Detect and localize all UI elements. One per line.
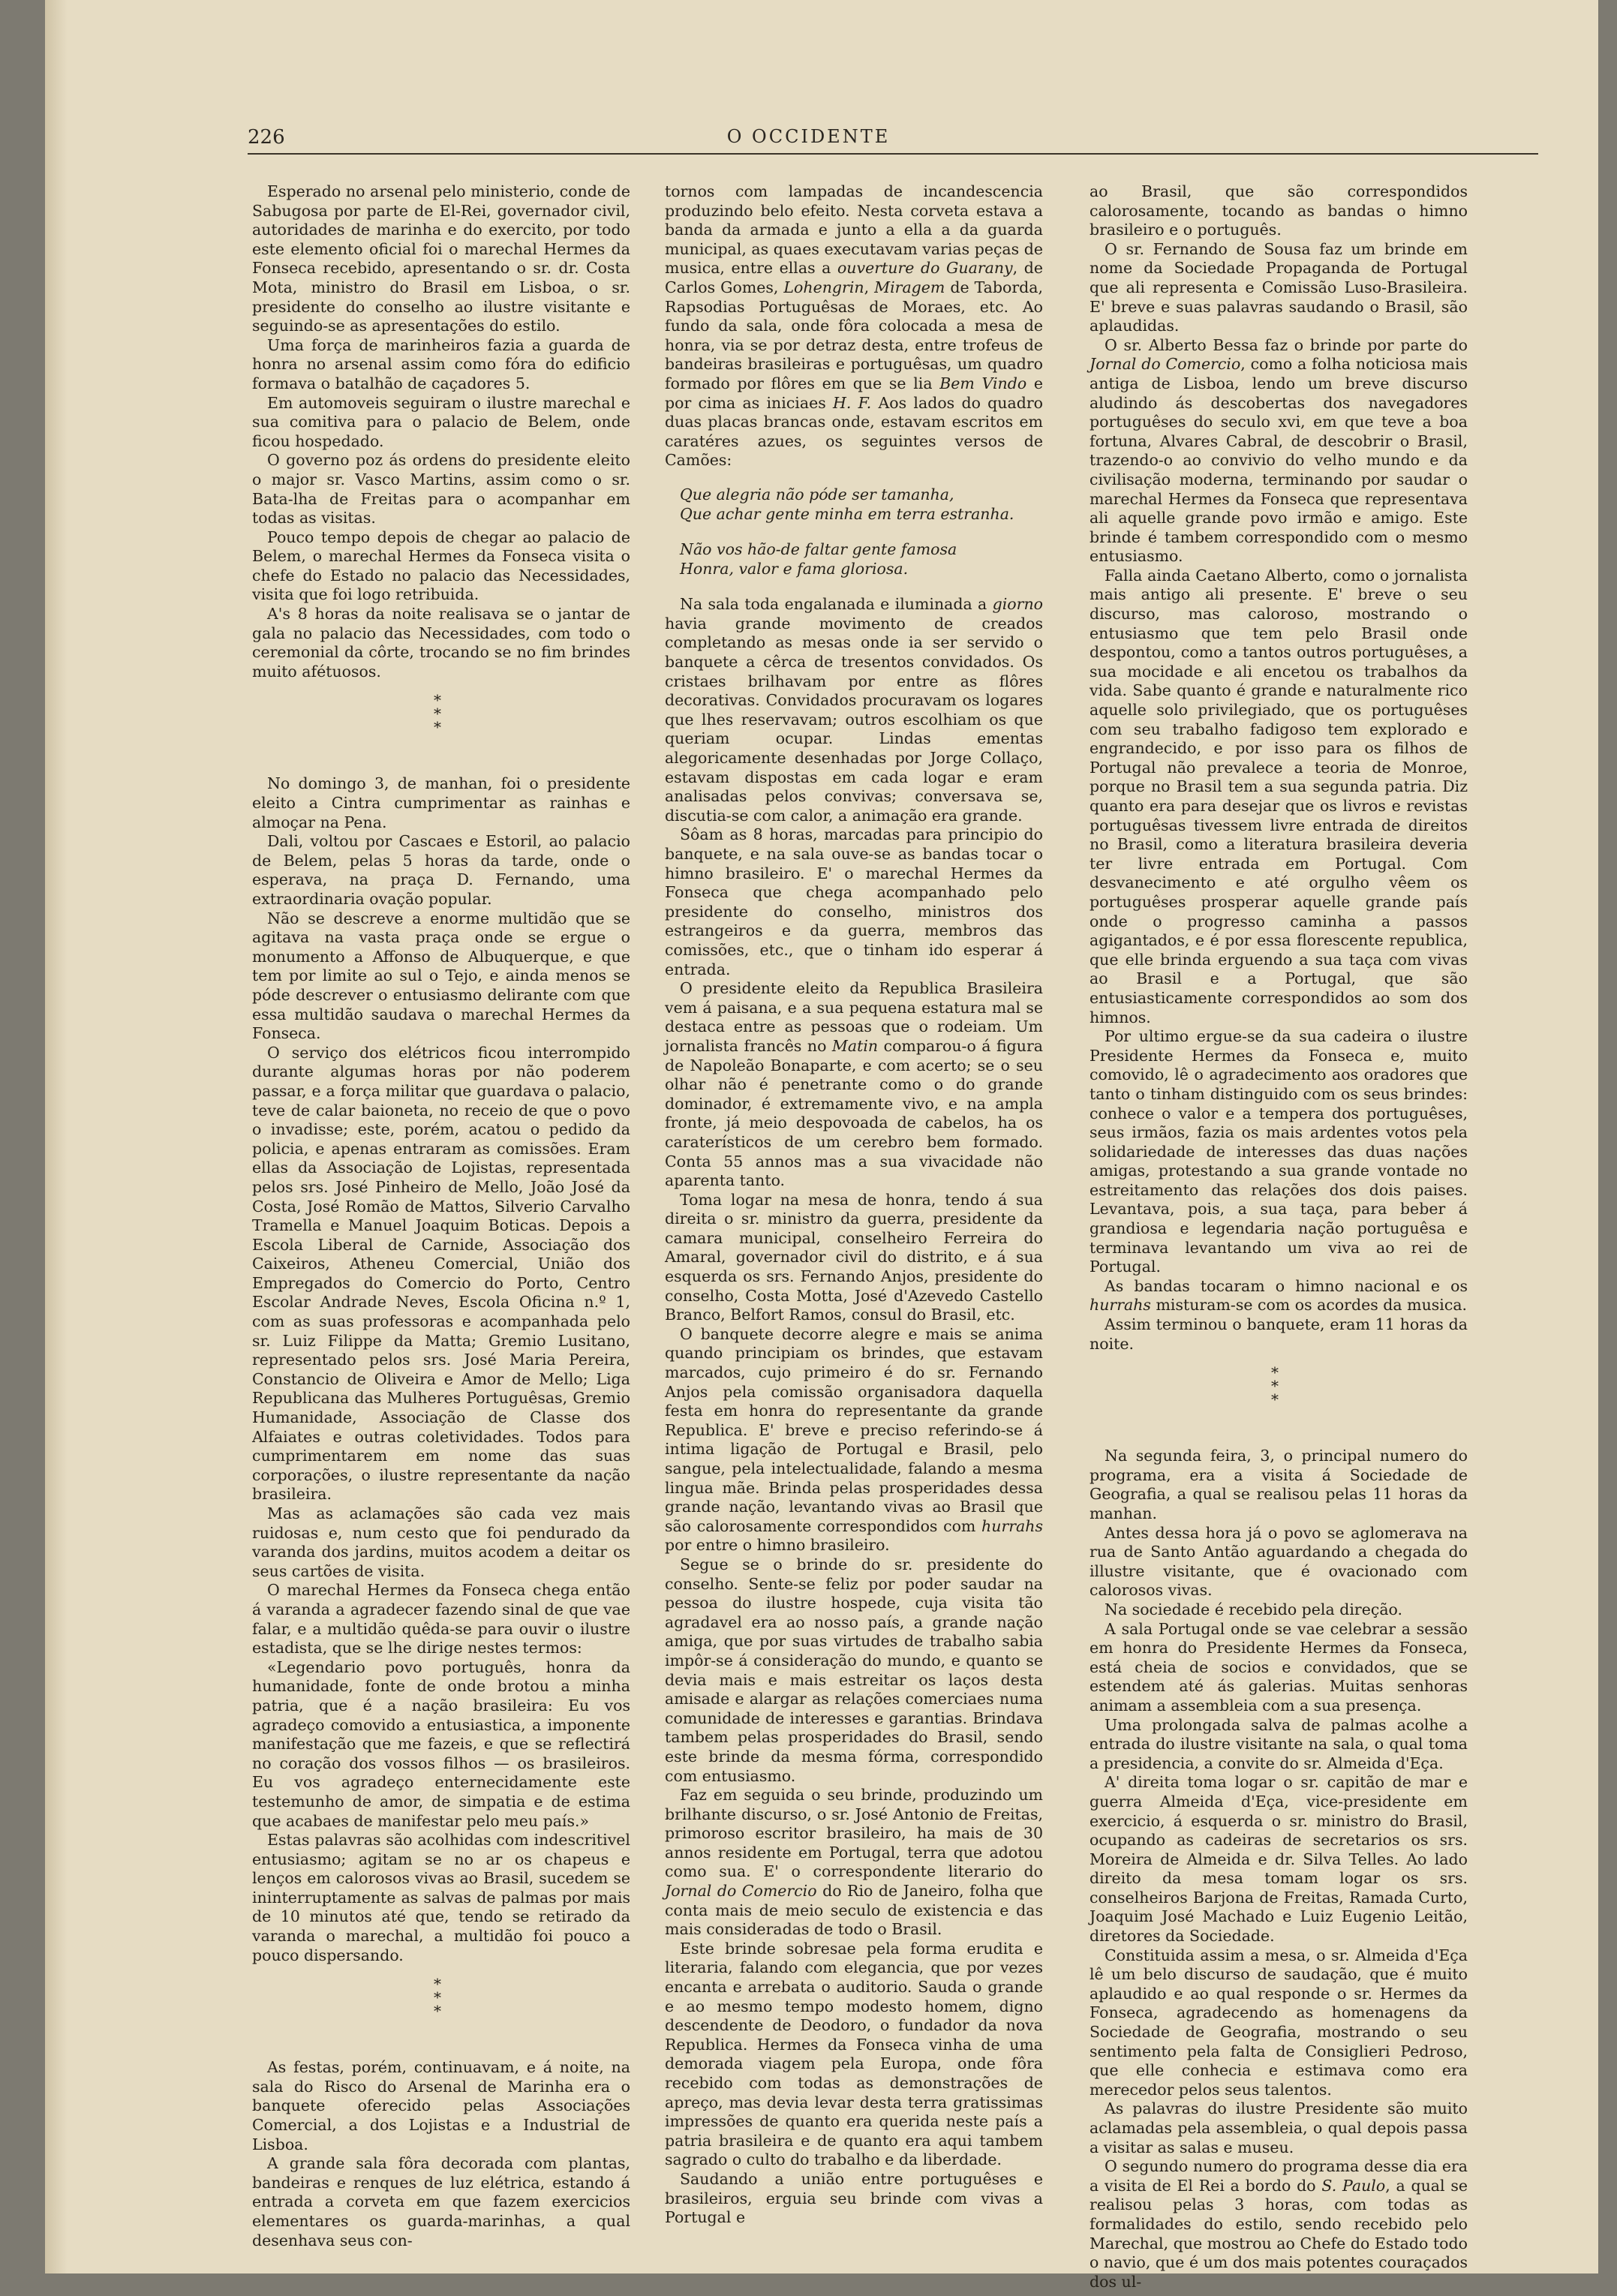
paragraph: A grande sala fôra decorada com plantas, bandeiras e renques de luz elétrica, estando á entrada a corveta em que fazem exercicios elementares os guarda-marinhas, a qual desenhava seus con-	[252, 2154, 630, 2249]
paragraph: No domingo 3, de manhan, foi o presidente eleito a Cintra cumprimentar as rainhas e almoçar na Pena.	[252, 774, 630, 831]
verse-stanza	[680, 485, 1043, 524]
paragraph: Toma logar na mesa de honra, tendo á sua direita o sr. ministro da guerra, presidente da camara municipal, conselheiro Ferreira do Amaral, governador civil do distrito, e á sua esquerda os srs. Fernando Anjos, presidente do conselho, Costa Motta, José d'Azevedo Castello Branco, Belfort Ramos, consul do Brasil, etc.	[665, 1190, 1043, 1324]
paragraph: O segundo numero do programa desse dia era a visita de El Rei a bordo do S. Paulo, a qual se realisou pelas 3 horas, com todas as formalidades do estilo, sendo recebido pelo Marechal, que mostrou ao Chefe do Estado todo o navio, que é um dos mais potentes couraçados dos ul-	[1090, 2157, 1468, 2291]
article-column-2	[665, 182, 1043, 2228]
verse-line: Que alegria não póde ser tamanha,	[680, 485, 954, 503]
paragraph: Uma prolongada salva de palmas acolhe a entrada do ilustre visitante na sala, o qual toma a presidencia, a convite do sr. Almeida d'Eça.	[1090, 1715, 1468, 1772]
page-number: 226	[248, 126, 285, 149]
paragraph: Antes dessa hora já o povo se aglomerava na rua de Santo Antão aguardando a chegada do illustre visitante, que é ovacionado com calorosos vivas.	[1090, 1523, 1468, 1600]
running-head-title: O OCCIDENTE	[726, 126, 891, 147]
paragraph: Segue se o brinde do sr. presidente do conselho. Sente-se feliz por poder saudar na pessoa do ilustre hospede, cuja visita tão agradavel era ao nosso país, a grande nação amiga, que por suas virtudes de trabalho sabia impôr-se á consideração do mundo, e quanto se devia mais e mais estreitar os laços desta amisade e alargar as relações comerciaes numa comunidade de interesses e garantias. Brindava tambem pelas prosperidades do Brasil, sendo este brinde da mesma fórma, correspondido com entusiasmo.	[665, 1555, 1043, 1785]
section-asterism: * * *	[434, 1975, 449, 2021]
verse-line: Honra, valor e fama gloriosa.	[680, 559, 909, 578]
paragraph: A sala Portugal onde se vae celebrar a sessão em honra do Presidente Hermes da Fonseca, está cheia de socios e convidados, que se estendem até ás galerias. Muitas senhoras animam a assembleia com a sua presença.	[1090, 1619, 1468, 1714]
paragraph: O governo poz ás ordens do presidente eleito o major sr. Vasco Martins, assim como o sr. Bata-lha de Freitas para o acompanhar em todas as visitas.	[252, 451, 630, 527]
article-column-3	[1090, 182, 1468, 2291]
paragraph: Dali, voltou por Cascaes e Estoril, ao palacio de Belem, pelas 5 horas da tarde, onde o esperava, na praça D. Fernando, uma extraordinaria ovação popular.	[252, 832, 630, 908]
paragraph: Saudando a união entre portuguêses e brasileiros, erguia seu brinde com vivas a Portugal e	[665, 2169, 1043, 2227]
paragraph: tornos com lampadas de incandescencia produzindo belo efeito. Nesta corveta estava a banda da armada e junto a ella a da guarda municipal, as quaes executavam varias peças de musica, entre ellas a ouverture do Guarany, de Carlos Gomes, Lohengrin, Miragem de Taborda, Rapsodias Portuguêsas de Moraes, etc. Ao fundo da sala, onde fôra colocada a mesa de honra, via se por detraz desta, entre trofeus de bandeiras brasileiras e portuguêsas, um quadro formado por flôres em que se lia Bem Vindo e por cima as iniciaes H. F. Aos lados do quadro duas placas brancas onde, estavam escritos em caratéres azues, os seguintes versos de Camões:	[665, 182, 1043, 470]
article-column-1	[252, 182, 630, 2250]
paragraph: Na segunda feira, 3, o principal numero do programa, era a visita á Sociedade de Geografia, a qual se realisou pelas 11 horas da manhan.	[1090, 1447, 1468, 1522]
paragraph: Este brinde sobresae pela forma erudita e literaria, falando com elegancia, que por vezes encanta e arrebata o auditorio. Sauda o grande e ao mesmo tempo modesto homem, digno descendente de Deodoro, o fundador da nova Republica. Hermes da Fonseca vinha de uma demorada viagem pela Europa, onde fôra recebido com todas as demonstrações de apreço, mas devia levar desta terra gratissimas impressões de quanto era querida neste país a patria brasileira e de quanto era aqui tambem sagrado o culto do trabalho e da liberdade.	[665, 1939, 1043, 2169]
paragraph: Falla ainda Caetano Alberto, como o jornalista mais antigo ali presente. E' breve o seu discurso, mas caloroso, mostrando o entusiasmo que tem pelo Brasil onde despontou, como a tantos outros portuguêses, a sua mocidade e ali encetou os trabalhos da vida. Sabe quanto é grande e naturalmente rico aquelle solo privilegiado, que os portuguêses com seu trabalho fadigoso tem explorado e engrandecido, e por isso para os filhos de Portugal não prevalece a teoria de Monroe, porque no Brasil tem a sua segunda patria. Diz quanto era para desejar que os livros e revistas portuguêsas tivessem livre entrada de direitos no Brasil, como a literatura brasileira deveria ter livre entrada em Portugal. Com desvanecimento e até orgulho vêem os portuguêses prosperar aquelle grande país onde o progresso caminha a passos agigantados, e é por essa florescente republica, que elle brinda erguendo a sua taça com vivas ao Brasil e a Portugal, que são entusiasticamente correspondidos ao som dos himnos.	[1090, 566, 1468, 1026]
paragraph: O marechal Hermes da Fonseca chega então á varanda a agradecer fazendo sinal de que vae falar, e a multidão quêda-se para ouvir o ilustre estadista, que se lhe dirige nestes termos:	[252, 1581, 630, 1657]
verse-stanza	[680, 540, 1043, 579]
paragraph: Por ultimo ergue-se da sua cadeira o ilustre Presidente Hermes da Fonseca e, muito comovido, lê o agradecimento aos oradores que tanto o tinham distinguido com os seus brindes: conhece o valor e a tempera dos portuguêses, seus irmãos, fazia os mais ardentes votos pela solidariedade de interesses das duas nações amigas, protestando a sua grande vontade no estreitamento das relações dos dois paises. Levantava, pois, a sua taça, para beber á grandiosa e legendaria nação portuguêsa e terminava levantando um viva ao rei de Portugal.	[1090, 1027, 1468, 1276]
camoes-verse	[680, 485, 1043, 579]
section-asterism: * * *	[1271, 1363, 1286, 1409]
paragraph: As palavras do ilustre Presidente são muito aclamadas pela assembleia, o qual depois passa a visitar as salas e museu.	[1090, 2099, 1468, 2156]
paragraph: O banquete decorre alegre e mais se anima quando principiam os brindes, que estavam marcados, cujo primeiro é do sr. Fernando Anjos pela comissão organisadora daquella festa em honra do representante da grande Republica. E' breve e preciso referindo-se á intima ligação de Portugal e Brasil, pelo sangue, pela intelectualidade, falando a mesma lingua mãe. Brinda pelas prosperidades dessa grande nação, levantando vivas ao Brasil que são calorosamente correspondidos com hurrahs por entre o himno brasileiro.	[665, 1324, 1043, 1555]
paragraph: Não se descreve a enorme multidão que se agitava na vasta praça onde se ergue o monumento a Affonso de Albuquerque, e que tem por limite ao sul o Tejo, e ainda menos se póde descrever o entusiasmo delirante com que essa multidão saudava o marechal Hermes da Fonseca.	[252, 909, 630, 1043]
paragraph: Uma força de marinheiros fazia a guarda de honra no arsenal assim como fóra do edificio formava o batalhão de caçadores 5.	[252, 335, 630, 392]
paragraph: Esperado no arsenal pelo ministerio, conde de Sabugosa por parte de El-Rei, governador civil, autoridades de marinha e do exercito, por todo este elemento oficial foi o marechal Hermes da Fonseca recebido, apresentando o sr. dr. Costa Mota, ministro do Brasil em Lisboa, o sr. presidente do conselho ao ilustre visitante e seguindo-se as apresentações do estilo.	[252, 182, 630, 335]
paragraph: Assim terminou o banquete, eram 11 horas da noite.	[1090, 1315, 1468, 1353]
paragraph: Em automoveis seguiram o ilustre marechal e sua comitiva para o palacio de Belem, onde ficou hospedado.	[252, 393, 630, 450]
paragraph: Na sala toda engalanada e iluminada a giorno havia grande movimento de creados completando as mesas onde ia ser servido o banquete a cêrca de tresentos convidados. Os cristaes brilhavam por entre as flôres decorativas. Convidados procuravam os logares que lhes reservavam; outros escolhiam os que queriam ocupar. Lindas ementas alegoricamente desenhadas por Jorge Collaço, estavam dispostas em cada logar e eram analisadas pelos convivas; conversava se, discutia-se com calor, a animação era grande.	[665, 595, 1043, 825]
paragraph: A' direita toma logar o sr. capitão de mar e guerra Almeida d'Eça, vice-presidente em exercicio, á esquerda o sr. ministro do Brasil, ocupando as cadeiras de secretarios os srs. Moreira de Almeida e dr. Silva Telles. Ao lado direito da mesa tomam logar os srs. conselheiros Barjona de Freitas, Ramada Curto, Joaquim José Machado e Luiz Eugenio Leitão, diretores da Sociedade.	[1090, 1773, 1468, 1946]
paragraph: Constituida assim a mesa, o sr. Almeida d'Eça lê um belo discurso de saudação, que é muito aplaudido e ao qual responde o sr. Hermes da Fonseca, agradecendo as homenagens da Sociedade de Geografia, mostrando o seu sentimento pela falta de Consiglieri Pedroso, que elle conhecia e estimava como era merecedor pelos seus talentos.	[1090, 1946, 1468, 2099]
section-asterism: * * *	[434, 691, 449, 737]
paragraph: Mas as aclamações são cada vez mais ruidosas e, num cesto que foi pendurado da varanda dos jardins, muitos acodem a deitar os seus cartões de visita.	[252, 1504, 630, 1580]
paragraph: O presidente eleito da Republica Brasileira vem á paisana, e a sua pequena estatura mal se destaca entre as pessoas que o rodeiam. Um jornalista francês no Matin comparou-o á figura de Napoleão Bonaparte, e com acerto; se o seu olhar não é penetrante como o do grande dominador, é extremamente vivo, e na ampla fronte, já meio despovoada de cabelos, ha os caraterísticos de um cerebro bem formado. Conta 55 annos mas a sua vivacidade não aparenta tanto.	[665, 979, 1043, 1190]
verse-line: Não vos hão-de faltar gente famosa	[680, 540, 957, 559]
paragraph: A's 8 horas da noite realisava se o jantar de gala no palacio das Necessidades, com todo o ceremonial da côrte, trocando se no fim brindes muito afétuosos.	[252, 605, 630, 681]
paragraph: Na sociedade é recebido pela direção.	[1105, 1600, 1403, 1618]
paragraph: Faz em seguida o seu brinde, produzindo um brilhante discurso, o sr. José Antonio de Freitas, primoroso escritor brasileiro, ha mais de 30 annos residente em Portugal, terra que adotou como sua. E' o correspondente literario do Jornal do Comercio do Rio de Janeiro, folha que conta mais de meio seculo de existencia e das mais consideradas de todo o Brasil.	[665, 1786, 1043, 1939]
paragraph: Sôam as 8 horas, marcadas para principio do banquete, e na sala ouve-se as bandas tocar o himno brasileiro. E' o marechal Hermes da Fonseca que chega acompanhado pelo presidente do conselho, ministros dos estrangeiros e da guerra, membros das comissões, etc., que o tinham ido esperar á entrada.	[665, 825, 1043, 978]
paragraph: As festas, porém, continuavam, e á noite, na sala do Risco do Arsenal de Marinha era o banquete oferecido pelas Associações Comercial, a dos Lojistas e a Industrial de Lisboa.	[252, 2058, 630, 2153]
paragraph: Pouco tempo depois de chegar ao palacio de Belem, o marechal Hermes da Fonseca visita o chefe do Estado no palacio das Necessidades, visita que foi logo retribuida.	[252, 527, 630, 604]
verse-line: Que achar gente minha em terra estranha.	[680, 504, 1014, 523]
paragraph: Estas palavras são acolhidas com indescritivel entusiasmo; agitam se no ar os chapeus e lenços em calorosos vivas ao Brasil, sucedem se ininterruptamente as salvas de palmas por mais de 10 minutos até que, tendo se retirado da varanda o marechal, a multidão foi pouco a pouco dispersando.	[252, 1831, 630, 1964]
quoted-speech: «Legendario povo português, honra da humanidade, fonte de onde brotou a minha patria, que é a nação brasileira: Eu vos agradeço comovido a entusiastica, a imponente manifestação que me fazeis, e que se reflectirá no coração dos vossos filhos — os brasileiros. Eu vos agradeço enternecidamente este testemunho de amor, de simpatia e de estima que acabaes de manifestar pelo meu país.»	[252, 1657, 630, 1830]
header-rule	[248, 153, 1538, 155]
paragraph: ao Brasil, que são correspondidos calorosamente, tocando as bandas o himno brasileiro e o português.	[1090, 182, 1468, 239]
paragraph: As bandas tocaram o himno nacional e os hurrahs misturam-se com os acordes da musica.	[1090, 1276, 1468, 1315]
paragraph: O sr. Fernando de Sousa faz um brinde em nome da Sociedade Propaganda de Portugal que ali representa e Comissão Luso-Brasileira. E' breve e suas palavras saudando o Brasil, são aplaudidas.	[1090, 239, 1468, 335]
paragraph: O serviço dos elétricos ficou interrompido durante algumas horas por não poderem passar, e a força militar que guardava o palacio, teve de calar baioneta, no receio de que o povo o invadisse; este, porém, acatou o pedido da policia, e apenas entraram as comissões. Eram ellas da Associação de Lojistas, representada pelos srs. José Pinheiro de Mello, João José da Costa, José Romão de Mattos, Silverio Carvalho Tramella e Manuel Joaquim Boticas. Depois a Escola Liberal de Carnide, Associação dos Caixeiros, Atheneu Comercial, União dos Empregados do Comercio do Porto, Centro Escolar Andrade Neves, Escola Oficina n.º 1, com as suas professoras e acompanhada pelo sr. Luiz Filippe da Matta; Gremio Lusitano, representado pelos srs. José Maria Pereira, Constancio de Oliveira e Amor de Mello; Liga Republicana das Mulheres Portuguêsas, Gremio Humanidade, Associação de Classe dos Alfaiates e outras coletividades. Todos para cumprimentarem em nome das suas corporações, o ilustre representante da nação brasileira.	[252, 1043, 630, 1504]
paragraph: O sr. Alberto Bessa faz o brinde por parte do Jornal do Comercio, como a folha noticiosa mais antiga de Lisboa, lendo um breve discurso aludindo ás descobertas dos navegadores portuguêses do seculo xvi, em que teve a boa fortuna, Alvares Cabral, de descobrir o Brasil, trazendo-o ao convivio do velho mundo e da civilisação moderna, terminando por saudar o marechal Hermes da Fonseca que representava ali aquelle grande povo irmão e amigo. Este brinde é tambem correspondido com o mesmo entusiasmo.	[1090, 335, 1468, 566]
